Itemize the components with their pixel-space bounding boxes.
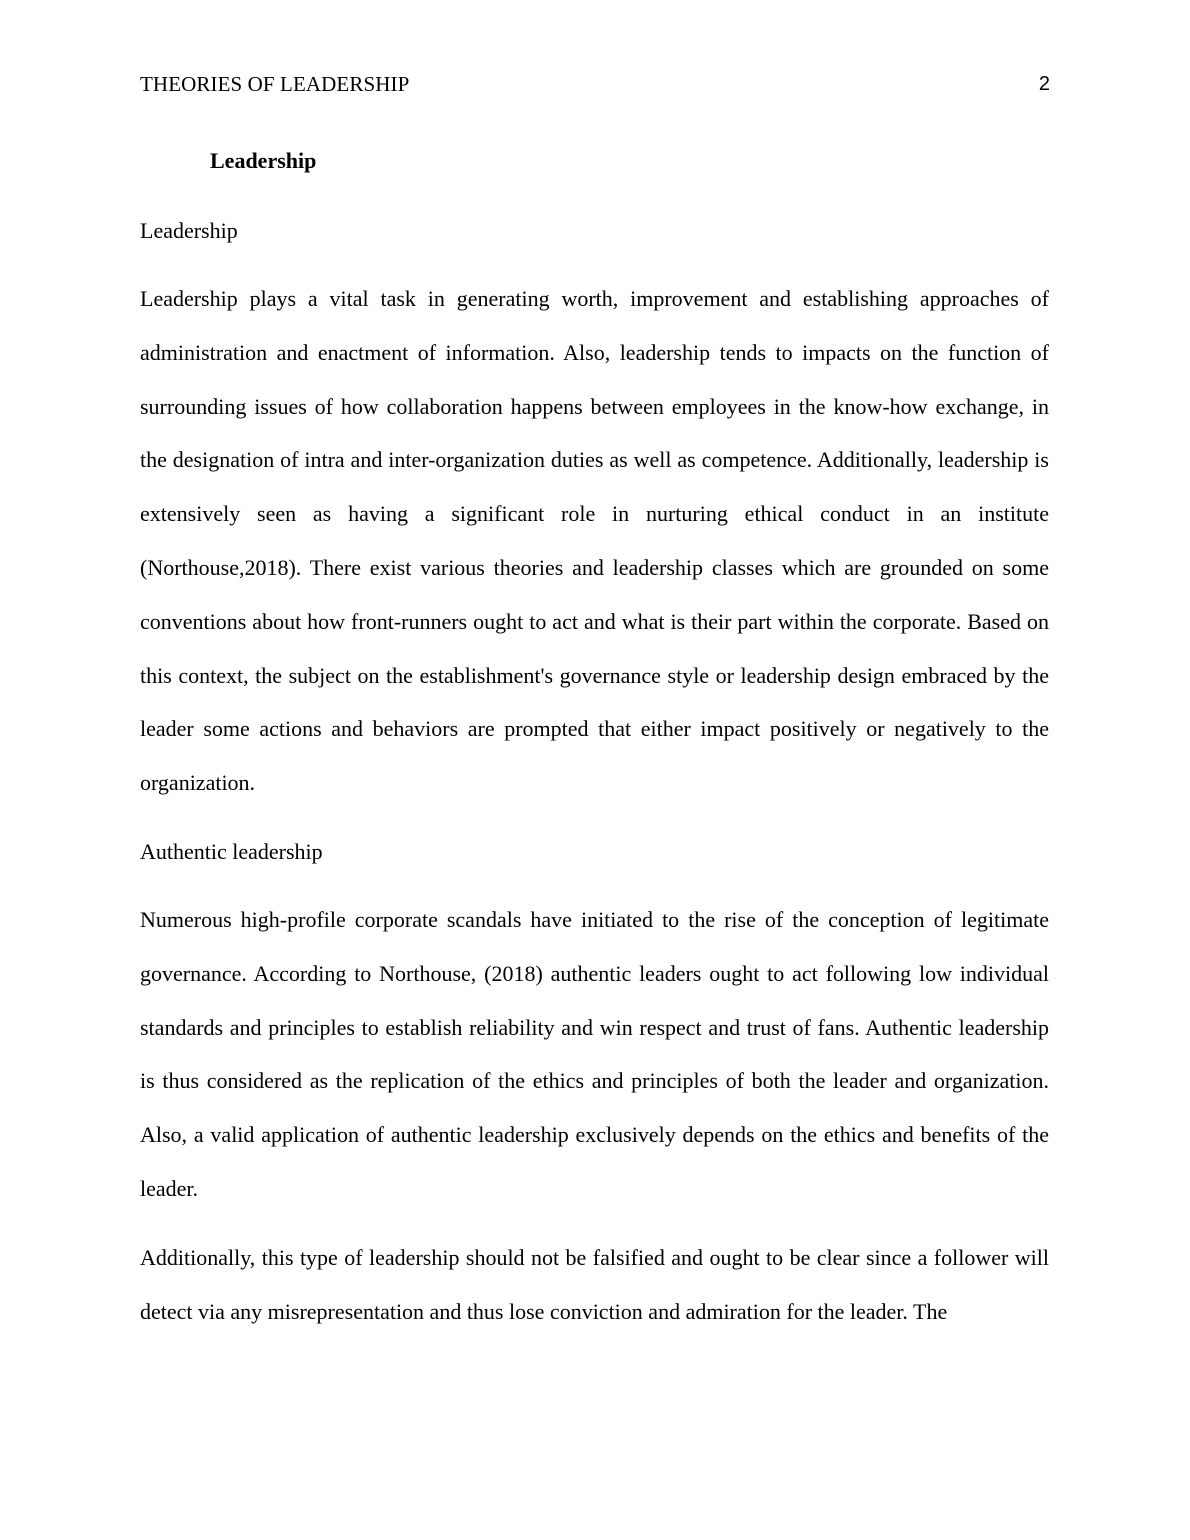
document-title: Leadership [210,148,317,173]
page-number: 2 [1038,73,1050,95]
section-heading-authentic-leadership: Authentic leadership [140,839,323,864]
paragraph-leadership-intro: Leadership plays a vital task in generating worth, improvement and establishing approaches of administration and enactment of information. Also, leadership tends to impacts on the function of surrounding issues of how collaboration happens between employees in the know-how exchange, in the designation of intra and inter-organization duties as well as competence. Additionally, leadership is extensively seen as having a significant role in nurturing ethical conduct in an institute (Northouse,2018). There exist various theories and leadership classes which are grounded on some conventions about how front-runners ought to act and what is their part within the corporate. Based on this context, the subject on the establishment's governance style or leadership design embraced by the leader some actions and behaviors are prompted that either impact positively or negatively to the organization. [140,286,1049,796]
running-head: THEORIES OF LEADERSHIP [140,72,410,96]
paragraph-authentic-leadership-2: Additionally, this type of leadership should not be falsified and ought to be clear since a follower will detect via any misrepresentation and thus lose conviction and admiration for the leader. The [140,1245,1049,1324]
paragraph-authentic-leadership-1: Numerous high-profile corporate scandals have initiated to the rise of the conception of legitimate governance. According to Northouse, (2018) authentic leaders ought to act following low individual standards and principles to establish reliability and win respect and trust of fans. Authentic leadership is thus considered as the replication of the ethics and principles of both the leader and organization. Also, a valid application of authentic leadership exclusively depends on the ethics and benefits of the leader. [140,907,1049,1201]
section-heading-leadership: Leadership [140,218,238,243]
